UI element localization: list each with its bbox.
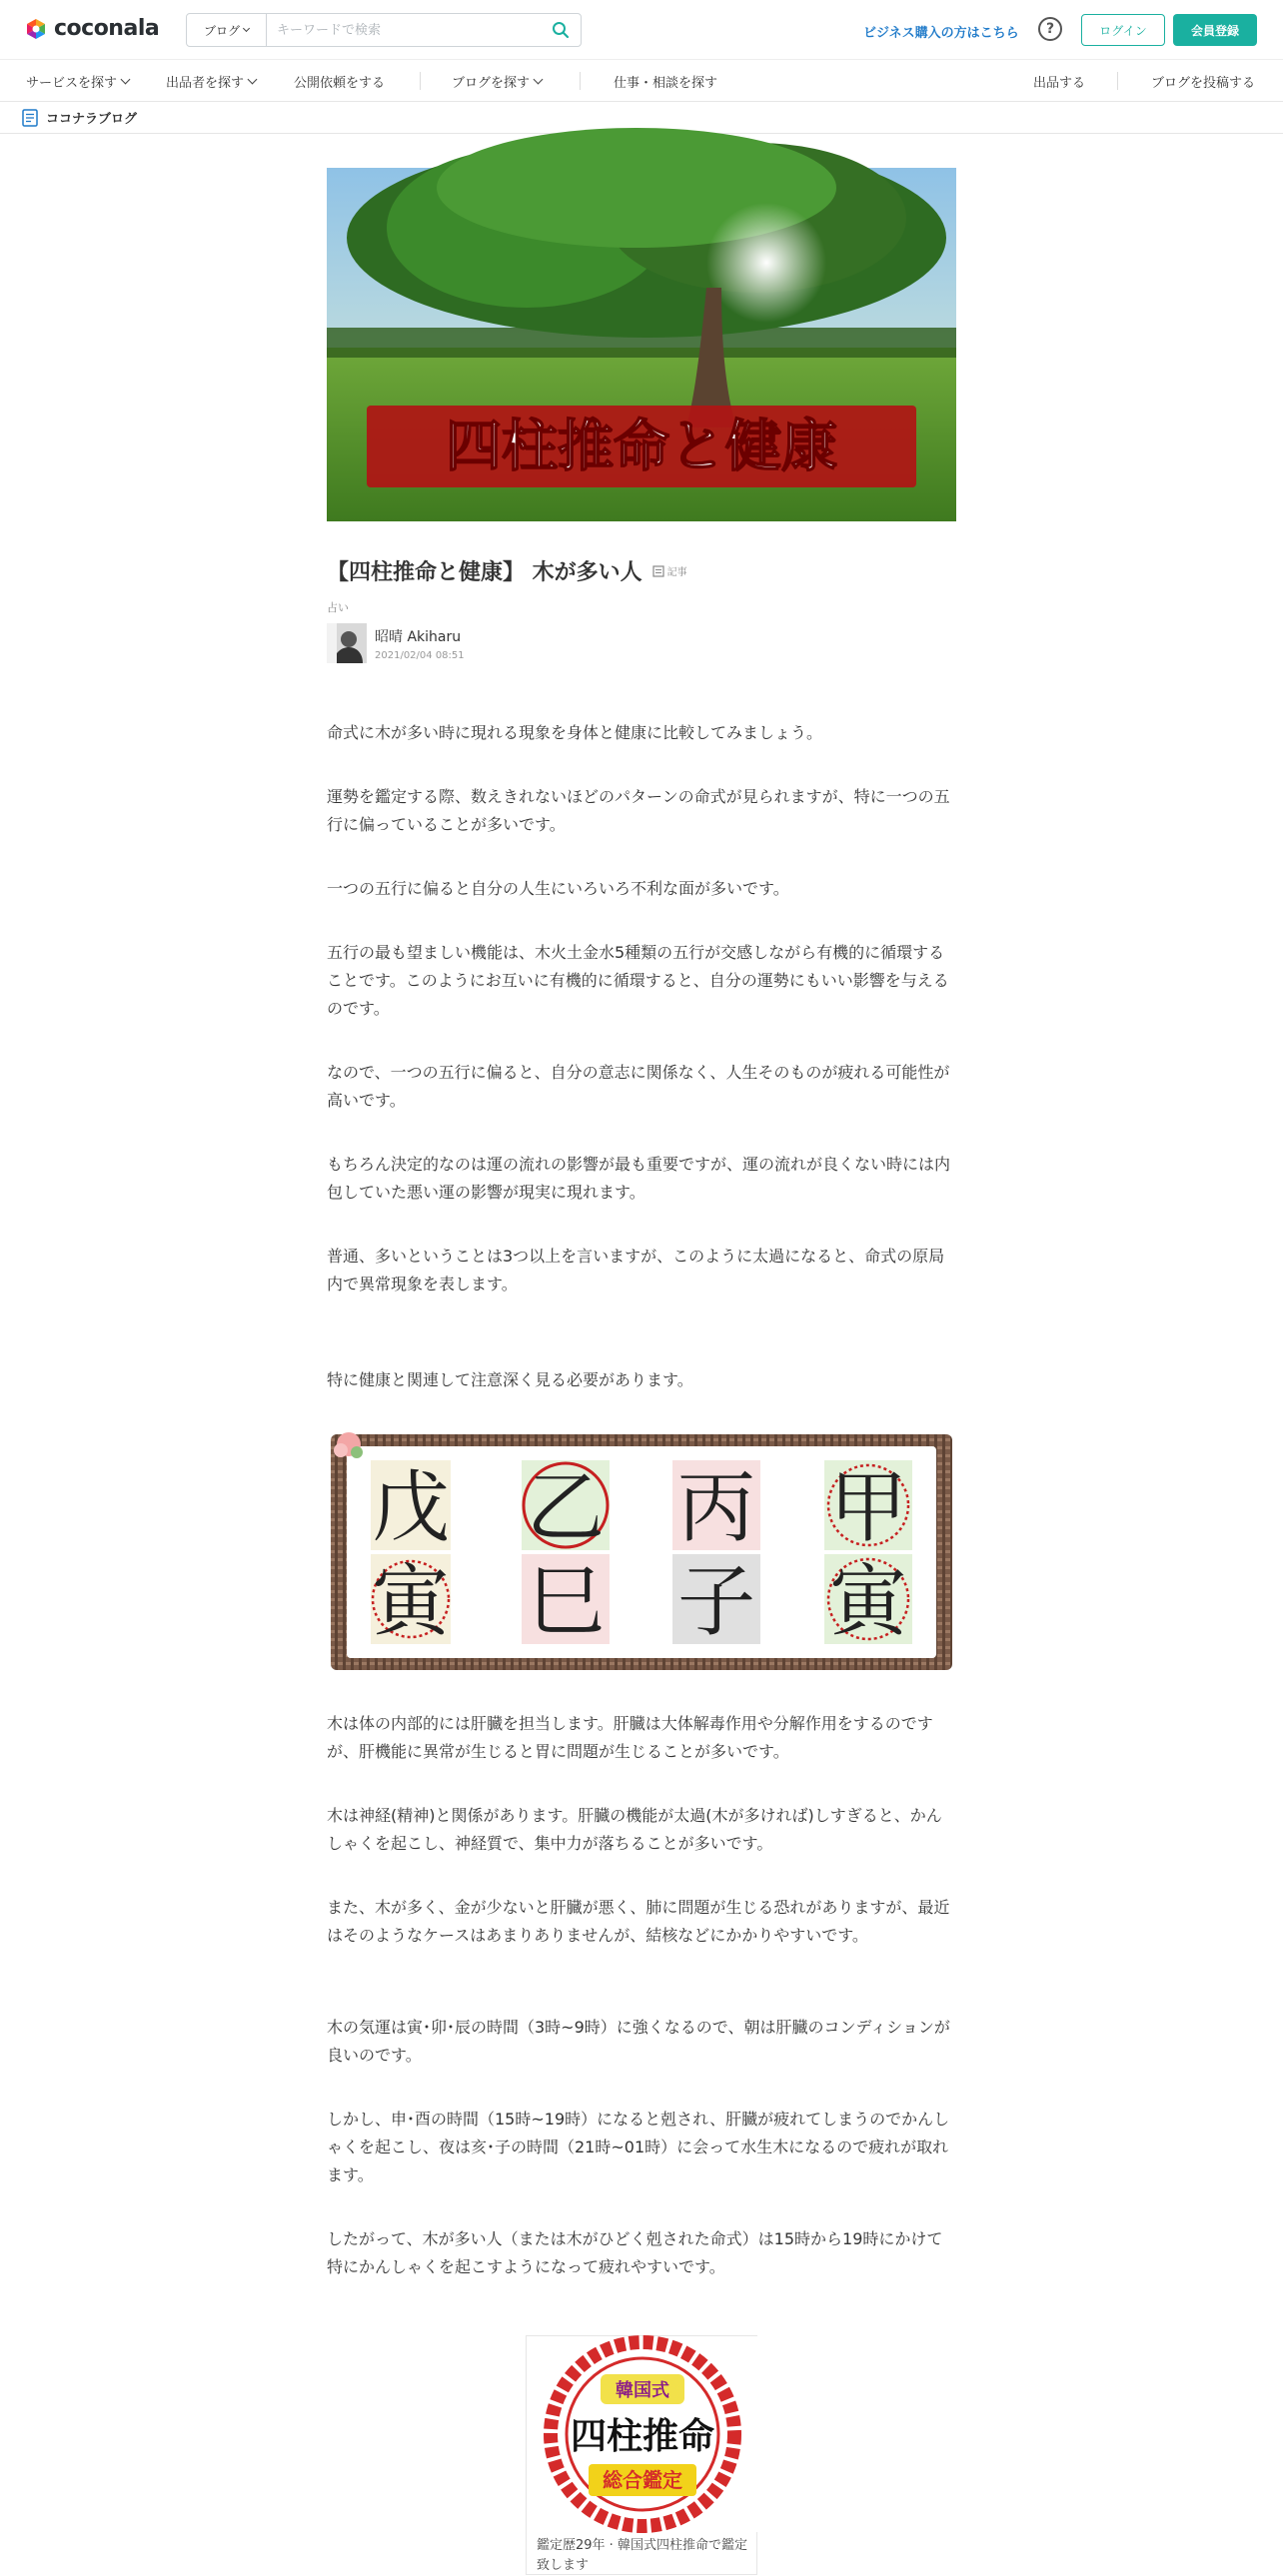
avatar[interactable] [327,623,367,663]
service-description: 鑑定歴29年 · 韓国式四柱推命で鑑定致します [537,2538,747,2573]
service-badge-bottom: 総合鑑定 [603,2468,682,2492]
coconala-logo-icon [24,17,48,41]
nav-public-request[interactable] [294,60,385,102]
pillar-bottom-4: 寅 [828,1557,908,1647]
search-category-label: ブログ [203,23,240,38]
nav-find-services[interactable] [26,60,129,102]
nav-find-services-label: サービスを探す [26,75,118,91]
nav-find-sellers-label: 出品者を探す [166,75,245,91]
article-paragraph: なので、一つの五行に偏ると、自分の意志に関係なく、人生そのものが疲れる可能性が高いです。 [327,1063,950,1110]
nav-sell[interactable] [1033,60,1085,102]
article-paragraph: 木は体の内部的には肝臓を担当します。肝臓は大体解毒作用や分解作用をするのですが、肝機能に異常が生じると胃に問題が生じることが多いです。 [327,1714,933,1761]
business-link[interactable]: ビジネス購入の方はこちら [863,26,1019,41]
service-thumbnail [527,2336,758,2532]
pillar-bottom-3: 子 [676,1557,756,1647]
blog-bar-label[interactable]: ココナラブログ [46,112,138,127]
search-icon [552,21,570,39]
coconala-logo[interactable] [24,16,159,41]
four-pillars-chart-image [327,1430,956,1674]
article-paragraph: しかし、申･酉の時間（15時~19時）になると剋され、肝臓が疲れてしまうのでかんしゃくを起こし、夜は亥･子の時間（21時~01時）に会って水生木になるので疲れが取れます。 [327,2110,950,2184]
nav-public-request-label: 公開依頼をする [294,75,386,91]
avatar-image [327,623,367,663]
article-paragraph: 特に健康と関連して注意深く見る必要があります。 [327,1370,693,1389]
blog-icon [22,109,38,127]
site-header [0,0,1283,60]
nav-find-blogs[interactable] [452,60,542,102]
logo-text: coconala [54,16,160,41]
help-icon[interactable]: ? [1038,17,1062,41]
search-bar [186,13,582,47]
service-card[interactable] [526,2335,757,2575]
article-paragraph: 命式に木が多い時に現れる現象を身体と健康に比較してみましょう。 [327,723,823,742]
author-name[interactable]: 昭晴 Akiharu [375,628,462,645]
nav-divider [420,72,421,90]
search-category-select[interactable] [187,14,267,46]
hero-image [327,168,956,521]
article-paragraph: 一つの五行に偏ると自分の人生にいろいろ不利な面が多いです。 [327,879,789,898]
nav-post-blog[interactable] [1151,60,1255,102]
article-paragraph: 普通、多いということは3つ以上を言いますが、このように太過になると、命式の原局内で異常現象を表します。 [327,1247,945,1293]
pillar-top-4: 甲 [828,1463,908,1553]
nav-find-sellers[interactable] [166,60,256,102]
pillar-top-3: 丙 [676,1463,756,1553]
signup-button[interactable]: 会員登録 [1173,14,1257,46]
article-paragraph: したがって、木が多い人（または木がひどく剋された命式）は15時から19時にかけて特にかんしゃくを起こすようになって疲れやすいです。 [327,2229,943,2276]
article-title-text: 【四柱推命と健康】 木が多い人 [327,560,642,585]
article-badge-label: 記事 [666,567,687,578]
hero-illustration [327,168,956,521]
article-paragraph: 木の気運は寅･卯･辰の時間（3時~9時）に強くなるので、朝は肝臓のコンディションが良いのです。 [327,2018,950,2065]
pillar-bottom-1: 寅 [371,1557,451,1647]
main-nav [0,60,1283,102]
hero-title-text: 四柱推命と健康 [446,415,837,479]
article-paragraph: 木は神経(精神)と関係があります。肝臓の機能が太過(木が多ければ)しすぎると、かんしゃくを起こし、神経質で、集中力が落ちることが多いです。 [327,1806,942,1853]
chevron-down-icon [248,74,258,84]
nav-jobs-label: 仕事・相談を探す [614,75,718,91]
search-button[interactable] [541,14,581,46]
nav-find-blogs-label: ブログを探す [452,75,531,91]
service-badge-top: 韓国式 [616,2380,669,2401]
pillar-top-2: 乙 [526,1463,606,1553]
search-input[interactable] [267,14,541,46]
chevron-down-icon [243,25,250,32]
chevron-down-icon [121,74,131,84]
nav-divider [1117,72,1118,90]
author-date: 2021/02/04 08:51 [375,649,465,661]
chevron-down-icon [534,74,544,84]
article-paragraph: もちろん決定的なのは運の流れの影響が最も重要ですが、運の流れが良くない時には内包していた悪い運の影響が現実に現れます。 [327,1155,951,1202]
pillar-top-1: 戊 [371,1463,451,1553]
article-title [327,555,687,586]
login-button[interactable]: ログイン [1081,14,1165,46]
document-icon [652,565,664,577]
nav-divider [580,72,581,90]
pillar-bottom-2: 巳 [526,1557,606,1647]
nav-sell-label: 出品する [1033,75,1086,91]
author-block[interactable] [327,623,465,663]
article-badge [652,563,687,578]
article-paragraph: 運勢を鑑定する際、数えきれないほどのパターンの命式が見られますが、特に一つの五行に偏っていることが多いです。 [327,787,950,834]
article-paragraph: また、木が多く、金が少ないと肝臓が悪く、肺に問題が生じる恐れがありますが、最近はそのようなケースはあまりありませんが、結核などにかかりやすいです。 [327,1898,950,1945]
service-main-text: 四柱推命 [570,2416,715,2457]
article-category[interactable]: 占い [327,601,349,614]
nav-jobs[interactable] [614,60,717,102]
article-paragraph: 五行の最も望ましい機能は、木火土金水5種類の五行が交感しながら有機的に循環することです。このようにお互いに有機的に循環すると、自分の運勢にもいい影響を与えるのです。 [327,943,949,1018]
nav-post-blog-label: ブログを投稿する [1151,75,1256,91]
